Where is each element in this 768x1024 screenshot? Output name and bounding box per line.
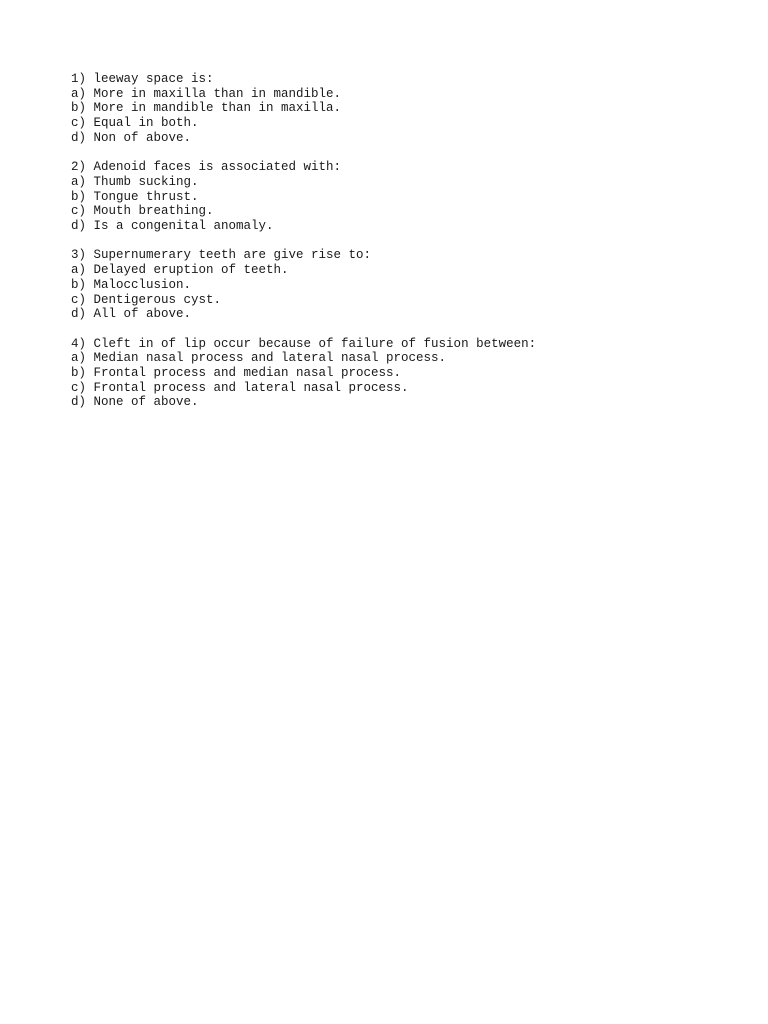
answer-option: a) More in maxilla than in mandible. [71, 86, 342, 101]
answer-option: b) Frontal process and median nasal process. [71, 366, 402, 381]
question-stem: 1) leeway space is: [71, 72, 214, 86]
answer-option: a) Thumb sucking. [71, 174, 199, 189]
answer-option: d) Non of above. [71, 130, 192, 145]
answer-option: a) Median nasal process and lateral nasal process. [71, 351, 447, 366]
answer-option: b) Malocclusion. [71, 277, 192, 292]
answer-option: c) Dentigerous cyst. [71, 292, 222, 307]
question-1 [71, 72, 731, 146]
answer-option: c) Equal in both. [71, 116, 199, 131]
answer-option: d) Is a congenital anomaly. [71, 219, 274, 234]
answer-option: d) All of above. [71, 307, 192, 322]
question-stem: 3) Supernumerary teeth are give rise to: [71, 248, 372, 263]
answer-option: a) Delayed eruption of teeth. [71, 263, 289, 278]
question-stem: 2) Adenoid faces is associated with: [71, 160, 342, 175]
question-2 [71, 160, 731, 234]
question-3 [71, 248, 731, 322]
answer-option: b) Tongue thrust. [71, 189, 199, 204]
answer-option: b) More in mandible than in maxilla. [71, 101, 342, 116]
answer-option: c) Frontal process and lateral nasal process. [71, 380, 409, 395]
question-4 [71, 337, 731, 411]
question-stem: 4) Cleft in of lip occur because of failure of fusion between: [71, 336, 537, 351]
question-sheet [71, 72, 731, 425]
answer-option: d) None of above. [71, 395, 199, 410]
answer-option: c) Mouth breathing. [71, 204, 214, 219]
